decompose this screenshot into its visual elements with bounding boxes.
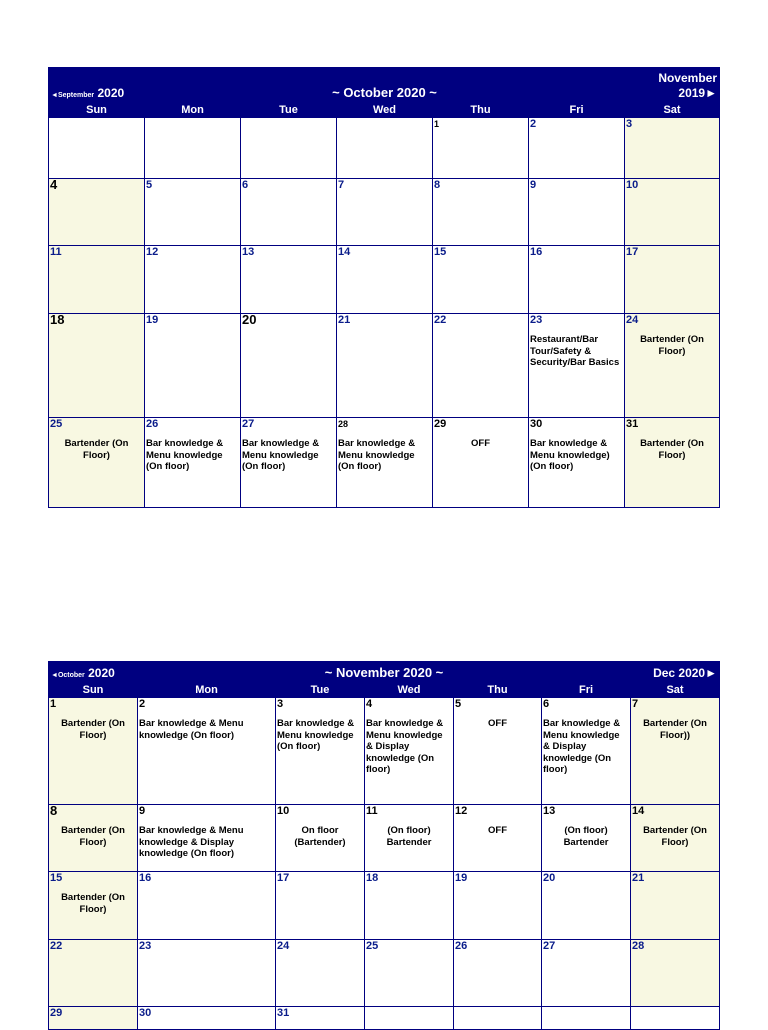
day-number: 25	[50, 418, 63, 430]
day-number: 5	[146, 179, 153, 191]
day-event: OFF	[488, 718, 507, 729]
day-cell[interactable]	[337, 314, 433, 418]
day-event	[276, 952, 364, 960]
week-row	[49, 418, 720, 508]
day-cell[interactable]	[529, 314, 625, 418]
day-event	[433, 130, 528, 138]
day-event	[529, 191, 624, 199]
day-number: 4	[50, 177, 58, 192]
day-event: Bar knowledge & Menu knowledge & Display knowledge (On floor)	[366, 718, 444, 775]
day-event	[631, 884, 719, 892]
day-cell[interactable]	[337, 118, 433, 179]
day-cell[interactable]	[49, 698, 138, 805]
day-cell[interactable]	[631, 698, 720, 805]
day-number: 17	[626, 246, 639, 258]
day-cell[interactable]	[433, 118, 529, 179]
day-cell[interactable]	[138, 940, 276, 1007]
day-number: 21	[632, 872, 645, 884]
week-row	[49, 246, 720, 314]
day-cell[interactable]	[276, 805, 365, 872]
day-cell[interactable]	[49, 418, 145, 508]
day-event	[625, 191, 719, 199]
day-number: 24	[277, 940, 290, 952]
day-event	[138, 952, 275, 960]
day-number: 5	[455, 698, 462, 710]
day-event	[49, 191, 144, 199]
day-number: 6	[543, 698, 550, 710]
day-event: (On floor) Bartender	[386, 825, 432, 848]
day-cell[interactable]	[542, 698, 631, 805]
day-cell[interactable]	[241, 418, 337, 508]
day-cell[interactable]	[542, 872, 631, 940]
prev-arrow-icon: ◄	[51, 672, 58, 679]
day-cell[interactable]	[542, 805, 631, 872]
day-event	[241, 191, 336, 199]
day-number: 31	[277, 1007, 290, 1019]
day-event	[145, 258, 240, 266]
prev-month-link[interactable]: ◄September 2020	[49, 68, 145, 103]
day-event	[241, 258, 336, 266]
dow-header: Thu	[433, 103, 529, 118]
dow-header: Sat	[631, 683, 720, 698]
day-cell[interactable]	[625, 118, 720, 179]
day-cell[interactable]	[276, 940, 365, 1007]
day-number: 18	[366, 872, 379, 884]
day-event	[542, 884, 630, 892]
day-number: 10	[277, 805, 290, 817]
day-event: Bartender (On Floor)	[61, 825, 125, 848]
day-event: On floor (Bartender)	[294, 825, 346, 848]
day-cell[interactable]	[49, 118, 145, 179]
day-event	[49, 1019, 137, 1027]
day-cell[interactable]	[625, 418, 720, 508]
day-cell[interactable]	[365, 1007, 454, 1030]
week-row	[49, 805, 720, 872]
week-row	[49, 118, 720, 179]
dow-header: Tue	[241, 103, 337, 118]
day-number: 19	[455, 872, 468, 884]
dow-header: Sun	[49, 103, 145, 118]
day-cell[interactable]	[145, 179, 241, 246]
day-event: Bar knowledge & Menu knowledge & Display knowledge (On floor)	[543, 718, 621, 775]
day-number: 15	[50, 872, 63, 884]
day-number: 11	[366, 805, 378, 817]
day-cell[interactable]	[138, 1007, 276, 1030]
day-number: 16	[139, 872, 152, 884]
day-event	[454, 1007, 541, 1015]
day-event	[138, 1019, 275, 1027]
day-cell[interactable]	[542, 1007, 631, 1030]
day-event: Bartender (On Floor)	[61, 718, 125, 741]
day-number: 1	[434, 119, 440, 129]
dow-header: Fri	[529, 103, 625, 118]
week-row	[49, 1007, 720, 1030]
day-event	[631, 952, 719, 960]
day-event	[529, 130, 624, 138]
day-event: Bartender (On Floor)	[640, 334, 704, 357]
day-cell[interactable]	[49, 940, 138, 1007]
day-cell[interactable]	[49, 179, 145, 246]
day-number: 24	[626, 314, 639, 326]
day-event: Bar knowledge & Menu knowledge (On floor)	[338, 438, 416, 472]
day-cell[interactable]	[365, 698, 454, 805]
day-cell[interactable]	[433, 418, 529, 508]
day-event	[241, 326, 336, 334]
day-cell[interactable]	[454, 872, 542, 940]
day-event	[276, 884, 364, 892]
day-number: 13	[242, 246, 255, 258]
prev-arrow-icon: ◄	[51, 92, 58, 99]
day-cell[interactable]	[138, 805, 276, 872]
day-number: 2	[139, 698, 146, 710]
day-event	[454, 884, 541, 892]
day-event: Bar knowledge & Menu knowledge (On floor)	[277, 718, 355, 752]
week-row	[49, 698, 720, 805]
day-number: 7	[338, 179, 345, 191]
day-cell[interactable]	[625, 314, 720, 418]
day-event: OFF	[471, 438, 490, 449]
day-cell[interactable]	[145, 418, 241, 508]
day-event	[49, 952, 137, 960]
day-cell[interactable]	[138, 872, 276, 940]
day-cell[interactable]	[49, 805, 138, 872]
day-event	[365, 884, 453, 892]
day-event: Bartender (On Floor)	[64, 438, 129, 461]
day-event	[241, 118, 336, 126]
day-cell[interactable]	[529, 118, 625, 179]
day-event	[365, 1007, 453, 1015]
day-event	[433, 326, 528, 334]
day-cell[interactable]	[454, 940, 542, 1007]
day-cell[interactable]	[337, 418, 433, 508]
day-number: 16	[530, 246, 543, 258]
day-event	[454, 952, 541, 960]
dow-header: Wed	[337, 103, 433, 118]
day-number: 27	[543, 940, 556, 952]
day-number: 26	[146, 418, 159, 430]
day-cell[interactable]	[276, 698, 365, 805]
day-event	[49, 258, 144, 266]
day-number: 8	[50, 803, 58, 818]
october-calendar	[48, 67, 720, 508]
day-number: 29	[50, 1007, 63, 1019]
dow-header: Fri	[542, 683, 631, 698]
day-cell[interactable]	[631, 1007, 720, 1030]
dow-header: Mon	[138, 683, 276, 698]
day-event	[145, 326, 240, 334]
day-number: 8	[434, 179, 441, 191]
day-number: 23	[530, 314, 543, 326]
day-cell[interactable]	[529, 179, 625, 246]
day-cell[interactable]	[337, 179, 433, 246]
day-number: 3	[277, 698, 284, 710]
day-cell[interactable]	[454, 1007, 542, 1030]
day-number: 6	[242, 179, 249, 191]
day-event	[542, 952, 630, 960]
day-cell[interactable]	[631, 872, 720, 940]
week-row	[49, 940, 720, 1007]
november-calendar	[48, 661, 720, 1030]
day-event	[625, 258, 719, 266]
day-cell[interactable]	[49, 246, 145, 314]
day-number: 3	[626, 118, 633, 130]
day-cell[interactable]	[631, 805, 720, 872]
day-event	[337, 191, 432, 199]
next-month-link[interactable]: Dec 2020►	[631, 662, 720, 683]
day-event	[433, 258, 528, 266]
next-arrow-icon: ►	[705, 666, 717, 680]
dow-header: Wed	[365, 683, 454, 698]
day-number: 7	[632, 698, 639, 710]
dow-header: Thu	[454, 683, 542, 698]
day-event	[49, 326, 144, 334]
day-event: Bar knowledge & Menu knowledge) (On floor)	[530, 438, 610, 472]
day-event	[138, 884, 275, 892]
day-number: 31	[626, 418, 639, 430]
day-number: 29	[434, 418, 447, 430]
day-event: Bartender (On Floor)	[61, 892, 125, 915]
day-cell[interactable]	[145, 118, 241, 179]
day-cell[interactable]	[631, 940, 720, 1007]
day-event: Bartender (On Floor)	[643, 825, 707, 848]
day-number: 11	[50, 246, 62, 258]
day-event	[276, 1019, 364, 1027]
day-event	[145, 191, 240, 199]
day-number: 12	[455, 805, 468, 817]
day-cell[interactable]	[241, 118, 337, 179]
prev-month-link[interactable]: ◄October 2020	[49, 662, 138, 683]
day-number: 22	[50, 940, 63, 952]
day-number: 20	[242, 312, 257, 327]
day-number: 22	[434, 314, 447, 326]
day-number: 15	[434, 246, 447, 258]
day-number: 18	[50, 312, 65, 327]
day-event	[365, 952, 453, 960]
day-number: 26	[455, 940, 468, 952]
day-cell[interactable]	[241, 179, 337, 246]
day-event	[542, 1007, 630, 1015]
day-cell[interactable]	[145, 246, 241, 314]
day-cell[interactable]	[337, 246, 433, 314]
day-number: 30	[530, 418, 543, 430]
day-cell[interactable]	[49, 872, 138, 940]
day-cell[interactable]	[625, 179, 720, 246]
day-event: Bartender (On Floor))	[643, 718, 707, 741]
day-event: OFF	[488, 825, 507, 836]
dow-header: Tue	[276, 683, 365, 698]
day-number: 19	[146, 314, 159, 326]
dow-header: Mon	[145, 103, 241, 118]
day-cell[interactable]	[454, 805, 542, 872]
day-number: 17	[277, 872, 290, 884]
day-number: 14	[632, 805, 645, 817]
day-event	[337, 258, 432, 266]
month-title: ~ November 2020 ~	[138, 662, 631, 683]
week-row	[49, 179, 720, 246]
day-event	[433, 191, 528, 199]
day-cell[interactable]	[145, 314, 241, 418]
day-cell[interactable]	[433, 246, 529, 314]
day-cell[interactable]	[276, 1007, 365, 1030]
day-event	[49, 118, 144, 126]
day-number: 28	[338, 419, 349, 429]
day-cell[interactable]	[454, 698, 542, 805]
day-event	[337, 118, 432, 126]
day-event	[145, 118, 240, 126]
day-cell[interactable]	[138, 698, 276, 805]
day-cell[interactable]	[49, 314, 145, 418]
day-number: 13	[543, 805, 556, 817]
day-cell[interactable]	[529, 418, 625, 508]
day-event: Bar knowledge & Menu knowledge & Display knowledge (On floor)	[139, 825, 244, 859]
day-event: Bartender (On Floor)	[640, 438, 704, 461]
day-cell[interactable]	[276, 872, 365, 940]
day-event: Bar knowledge & Menu knowledge (On floor)	[242, 438, 320, 472]
day-number: 9	[139, 805, 146, 817]
day-cell[interactable]	[241, 246, 337, 314]
next-month-link[interactable]: November 2019►	[625, 68, 720, 103]
day-event: Bar knowledge & Menu knowledge (On floor)	[146, 438, 224, 472]
day-cell[interactable]	[625, 246, 720, 314]
day-event: Restaurant/Bar Tour/Safety & Security/Bar Basics	[530, 334, 620, 368]
day-number: 12	[146, 246, 159, 258]
month-title: ~ October 2020 ~	[145, 68, 625, 103]
day-number: 1	[50, 698, 57, 710]
day-event: (On floor) Bartender	[563, 825, 609, 848]
day-event	[625, 130, 719, 138]
day-number: 9	[530, 179, 537, 191]
day-cell[interactable]	[241, 314, 337, 418]
week-row	[49, 872, 720, 940]
dow-header: Sun	[49, 683, 138, 698]
day-number: 20	[543, 872, 556, 884]
next-arrow-icon: ►	[705, 86, 717, 100]
day-cell[interactable]	[365, 872, 454, 940]
day-number: 25	[366, 940, 379, 952]
day-cell[interactable]	[49, 1007, 138, 1030]
day-number: 10	[626, 179, 639, 191]
day-number: 23	[139, 940, 152, 952]
day-number: 21	[338, 314, 351, 326]
day-event	[529, 258, 624, 266]
day-event: Bar knowledge & Menu knowledge (On floor)	[139, 718, 244, 741]
day-number: 14	[338, 246, 351, 258]
day-number: 28	[632, 940, 645, 952]
dow-header: Sat	[625, 103, 720, 118]
day-number: 27	[242, 418, 255, 430]
week-row	[49, 314, 720, 418]
day-event	[631, 1007, 719, 1015]
day-cell[interactable]	[433, 314, 529, 418]
day-number: 30	[139, 1007, 152, 1019]
day-cell[interactable]	[542, 940, 631, 1007]
day-cell[interactable]	[365, 805, 454, 872]
day-cell[interactable]	[365, 940, 454, 1007]
day-number: 2	[530, 118, 537, 130]
day-cell[interactable]	[433, 179, 529, 246]
day-cell[interactable]	[529, 246, 625, 314]
day-event	[337, 326, 432, 334]
day-number: 4	[366, 698, 373, 710]
